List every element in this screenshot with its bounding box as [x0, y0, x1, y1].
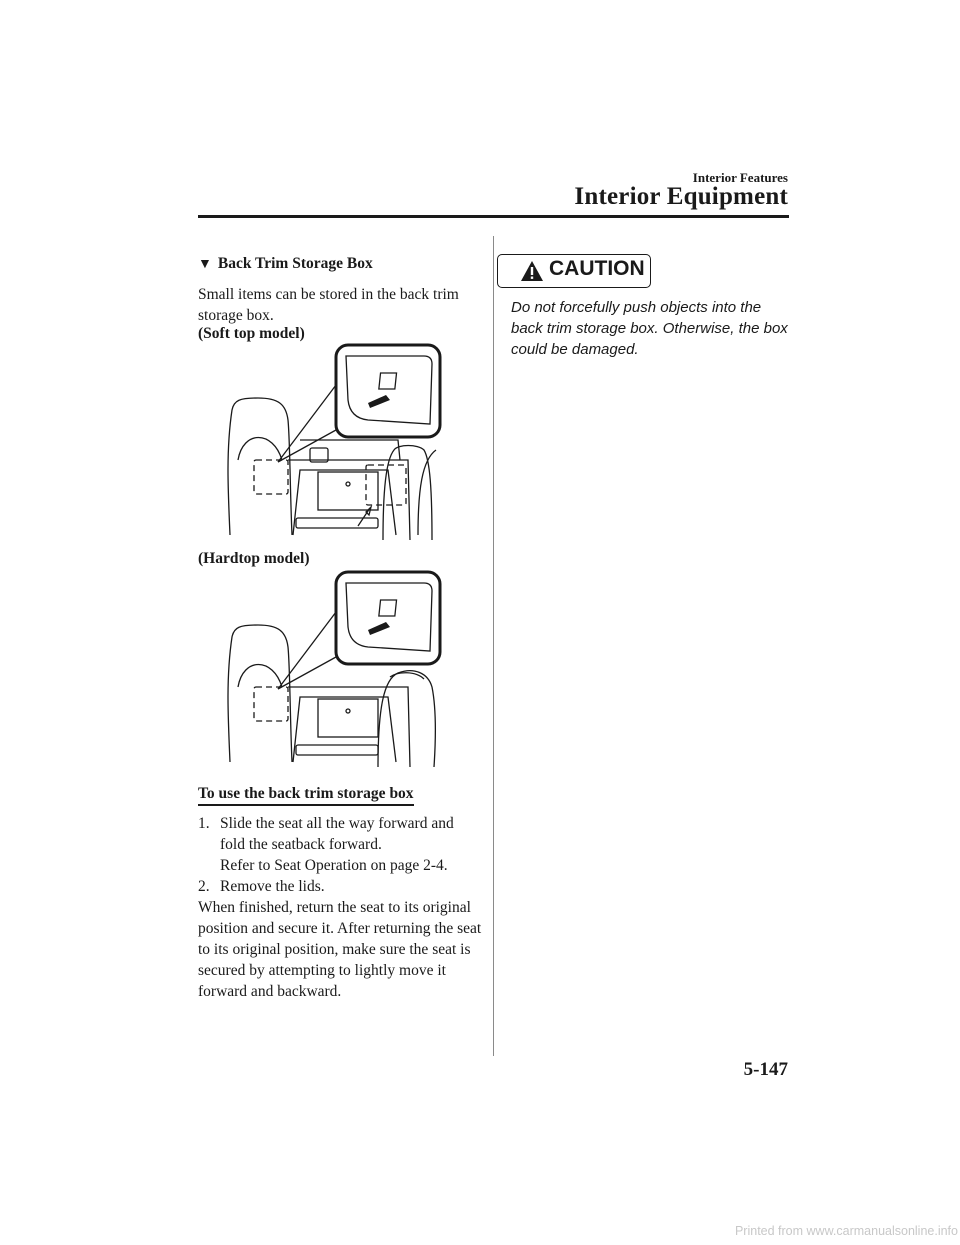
figure-label-hardtop: (Hardtop model) [198, 550, 310, 567]
step-line: Slide the seat all the way forward and [220, 815, 454, 832]
step-line: Refer to Seat Operation on page 2-4. [220, 857, 448, 874]
soft-top-storage-illustration [218, 340, 448, 540]
chapter-title: Interior Equipment [574, 183, 788, 210]
after-steps-paragraph: When finished, return the seat to its original position and secure it. After returning the seat to its original position, make sure the seat is secured by attempting to lightly move it forward and backward. [198, 899, 482, 1000]
caution-text: Do not forcefully push objects into the back trim storage box. Otherwise, the box could be damaged. [511, 299, 788, 358]
step-item [198, 876, 490, 897]
hardtop-storage-illustration [218, 567, 448, 767]
section-title: Interior Features [692, 170, 788, 185]
step-number: 2. [198, 878, 210, 895]
heading-marker: ▼ [198, 257, 212, 272]
caution-label: CAUTION [549, 257, 645, 280]
procedure-subheading: To use the back trim storage box [198, 785, 414, 806]
step-line: Remove the lids. [220, 878, 325, 895]
figure-label-soft-top: (Soft top model) [198, 325, 305, 342]
header-rule [198, 215, 789, 218]
warning-triangle-icon [520, 260, 544, 282]
page-number: 5-147 [743, 1059, 788, 1080]
step-line: fold the seatback forward. [220, 836, 382, 853]
heading-text: Back Trim Storage Box [217, 255, 373, 272]
intro-paragraph: Small items can be stored in the back trim storage box. [198, 286, 459, 324]
section-heading [198, 255, 373, 273]
procedure-steps [198, 813, 490, 1002]
step-item [198, 813, 490, 834]
footer-watermark: Printed from www.carmanualsonline.info [734, 1224, 958, 1238]
step-number: 1. [198, 815, 210, 832]
column-divider [493, 236, 494, 1056]
